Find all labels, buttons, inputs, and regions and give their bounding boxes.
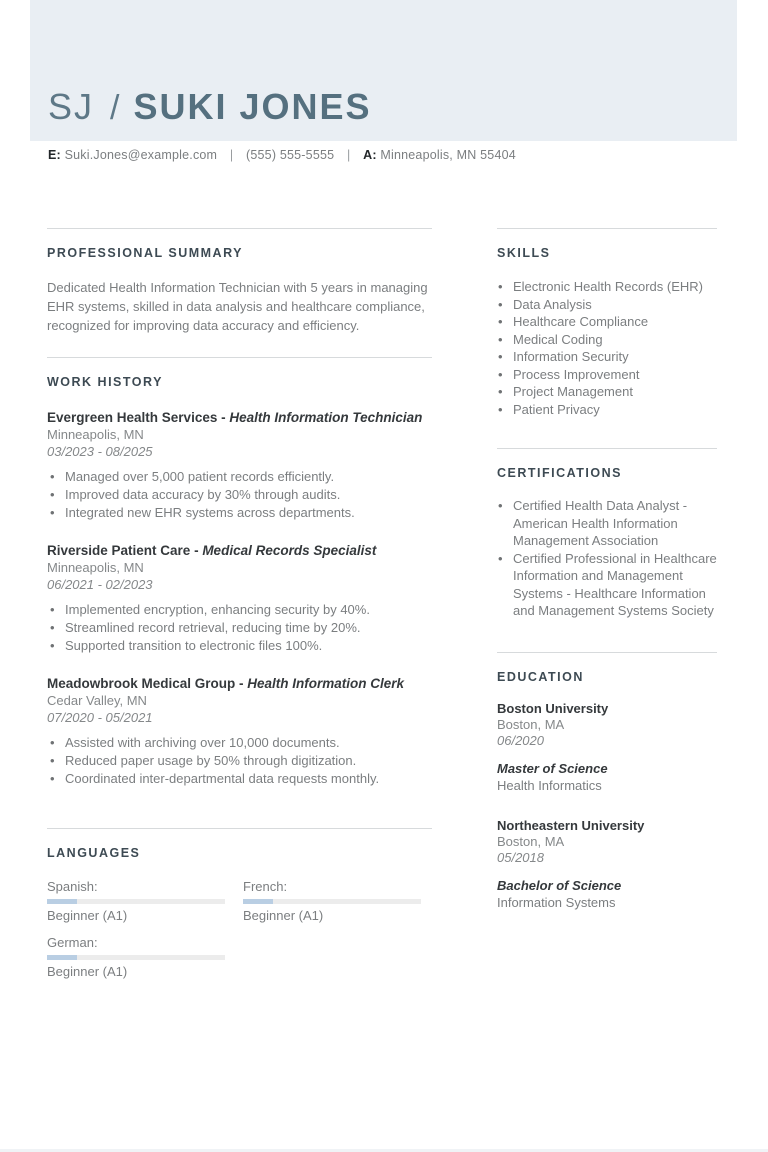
language-progress-track [243, 899, 421, 904]
skill-item: • Patient Privacy [497, 401, 717, 419]
skill-item: • Data Analysis [497, 296, 717, 314]
job-bullet: • Integrated new EHR systems across departments. [47, 504, 432, 522]
summary-text: Dedicated Health Information Technician with 5 years in managing EHR systems, skilled in data analysis and healthcare compliance, recognized for improving data accuracy and efficiency. [47, 280, 428, 334]
job-bullet: • Streamlined record retrieval, reducing time by 20%. [47, 619, 432, 637]
contact-divider: | [229, 148, 234, 162]
language-progress-fill [243, 899, 273, 904]
job-location: Minneapolis, MN [47, 426, 144, 442]
language-item [47, 879, 225, 924]
job-role: Health Information Technician [229, 409, 423, 425]
education-degree: Master of Science [497, 760, 608, 776]
monogram: SJ [48, 86, 95, 127]
education-field: Information Systems [497, 894, 616, 910]
job-bullet: • Assisted with archiving over 10,000 documents. [47, 734, 432, 752]
job-dates: 06/2021 - 02/2023 [47, 576, 153, 592]
job-company: Riverside Patient Care [47, 542, 191, 558]
language-progress-fill [47, 899, 77, 904]
address-value: Minneapolis, MN 55404 [380, 148, 516, 162]
skill-item: • Information Security [497, 348, 717, 366]
education-date: 05/2018 [497, 850, 544, 865]
job-title-sep: - [190, 542, 203, 558]
job-bullet: • Implemented encryption, enhancing security by 40%. [47, 601, 432, 619]
section-certifications [497, 448, 717, 620]
certification-item: • Certified Health Data Analyst - American Health Information Management Association [497, 497, 717, 550]
phone-value: (555) 555-5555 [246, 148, 335, 162]
section-professional-summary [47, 228, 432, 336]
education-location: Boston, MA [497, 833, 565, 849]
section-work-history [47, 357, 432, 788]
job-bullet: • Supported transition to electronic files 100%. [47, 637, 432, 655]
skill-item: • Medical Coding [497, 331, 717, 349]
job-bullet-list [47, 468, 432, 522]
job-bullet: • Reduced paper usage by 50% through digitization. [47, 752, 432, 770]
name-separator: / [110, 89, 120, 127]
section-skills [497, 228, 717, 418]
education-location: Boston, MA [497, 716, 565, 732]
content-columns [47, 196, 717, 980]
email-label: E: [48, 148, 61, 162]
education-degree: Bachelor of Science [497, 877, 622, 893]
job-dates: 03/2023 - 08/2025 [47, 443, 153, 459]
skill-item: • Healthcare Compliance [497, 313, 717, 331]
section-languages [47, 828, 432, 980]
skills-list [497, 278, 717, 418]
job-bullet: • Managed over 5,000 patient records efficiently. [47, 468, 432, 486]
job-role: Medical Records Specialist [202, 542, 377, 558]
job-dates: 07/2020 - 05/2021 [47, 709, 153, 725]
language-level: Beginner (A1) [47, 963, 128, 979]
language-name: Spanish: [47, 878, 98, 894]
language-item [47, 935, 225, 980]
job-company: Meadowbrook Medical Group [47, 675, 236, 691]
job-location: Cedar Valley, MN [47, 692, 147, 708]
language-item [243, 879, 421, 924]
job-company: Evergreen Health Services [47, 409, 218, 425]
language-level: Beginner (A1) [243, 907, 324, 923]
job-title-line [47, 675, 432, 692]
certifications-heading: CERTIFICATIONS [497, 466, 622, 480]
contact-divider: | [346, 148, 351, 162]
job-title-line [47, 409, 432, 426]
job-entry [47, 409, 432, 522]
job-entry [47, 542, 432, 655]
job-title-line [47, 542, 432, 559]
language-name: French: [243, 878, 288, 894]
education-entry [497, 817, 717, 911]
job-role: Health Information Clerk [247, 675, 405, 691]
candidate-name: SUKI JONES [133, 86, 372, 127]
header-band [30, 0, 737, 141]
job-bullet: • Improved data accuracy by 30% through audits. [47, 486, 432, 504]
summary-heading: PROFESSIONAL SUMMARY [47, 246, 243, 260]
languages-heading: LANGUAGES [47, 845, 141, 860]
contact-line [48, 148, 516, 162]
education-field: Health Informatics [497, 777, 602, 793]
name-row [48, 86, 372, 128]
left-column [47, 196, 432, 980]
email-value: Suki.Jones@example.com [64, 148, 218, 162]
education-degree-block [497, 877, 717, 911]
language-progress-track [47, 955, 225, 960]
language-progress-fill [47, 955, 77, 960]
skill-item: • Process Improvement [497, 366, 717, 384]
job-entry [47, 675, 432, 788]
language-level: Beginner (A1) [47, 907, 128, 923]
language-name: German: [47, 934, 98, 950]
job-title-sep: - [217, 409, 230, 425]
education-heading: EDUCATION [497, 669, 584, 684]
skill-item: • Project Management [497, 383, 717, 401]
skills-heading: SKILLS [497, 246, 551, 260]
education-degree-block [497, 760, 717, 794]
education-school: Northeastern University [497, 817, 645, 833]
job-location: Minneapolis, MN [47, 559, 144, 575]
work-history-heading: WORK HISTORY [47, 374, 163, 389]
section-education [497, 652, 717, 911]
skill-item: • Electronic Health Records (EHR) [497, 278, 717, 296]
languages-grid [47, 879, 432, 980]
right-column [497, 196, 717, 980]
address-label: A: [363, 148, 377, 162]
education-school: Boston University [497, 700, 609, 716]
job-bullet: • Coordinated inter-departmental data requests monthly. [47, 770, 432, 788]
education-date: 06/2020 [497, 733, 544, 748]
language-progress-track [47, 899, 225, 904]
job-bullet-list [47, 601, 432, 655]
certification-item: • Certified Professional in Healthcare Information and Management Systems - Healthcare Information and Management Systems Society [497, 550, 717, 620]
education-entry [497, 700, 717, 794]
job-bullet-list [47, 734, 432, 788]
job-title-sep: - [235, 675, 248, 691]
certifications-list [497, 497, 717, 620]
